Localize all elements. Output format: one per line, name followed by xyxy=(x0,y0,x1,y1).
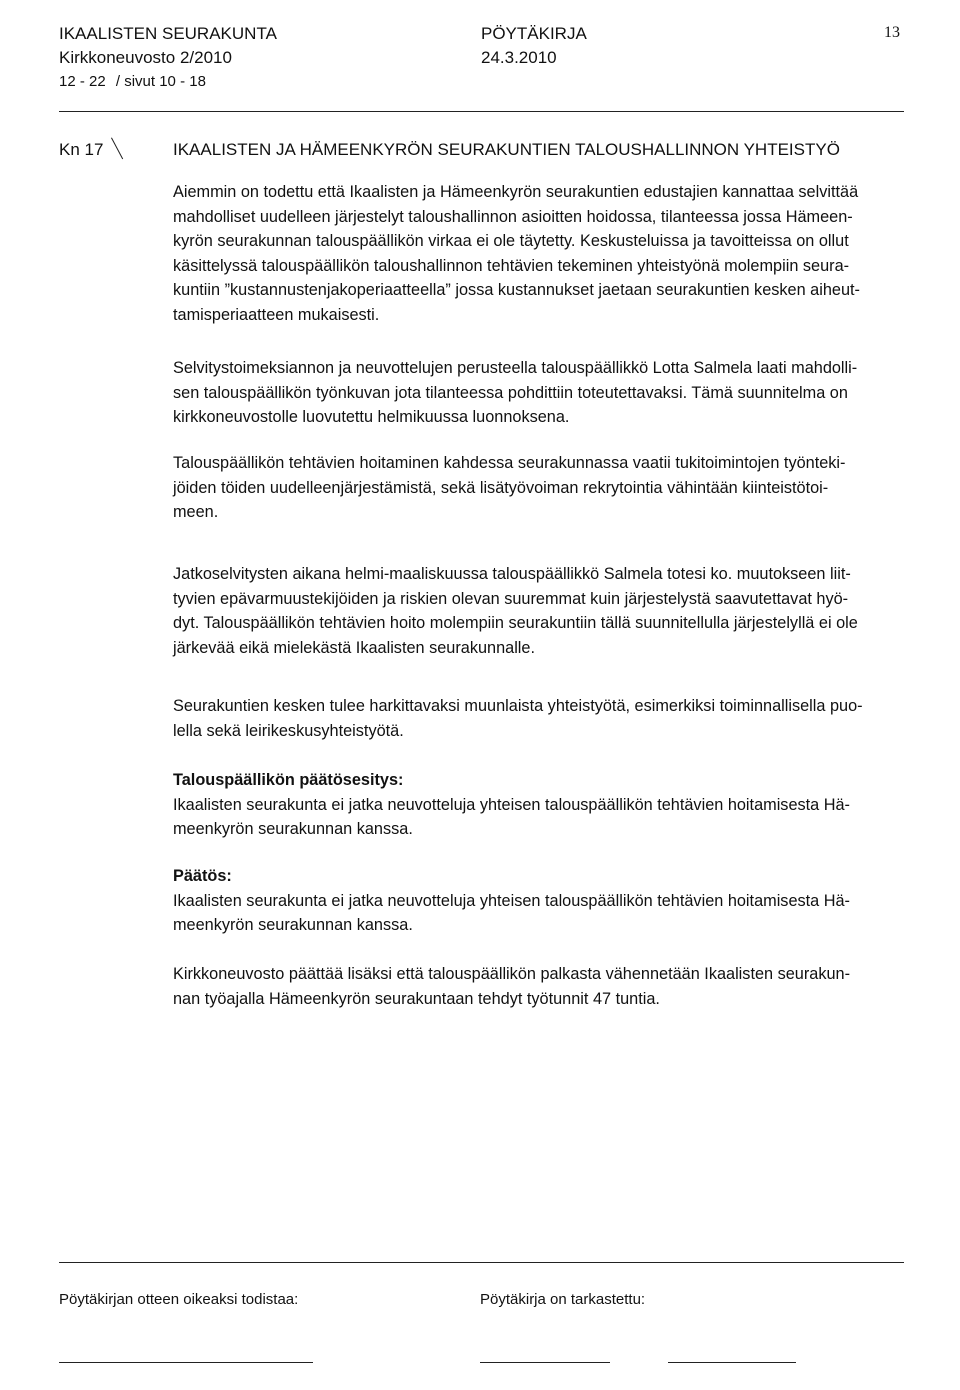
checked-label: Pöytäkirja on tarkastettu: xyxy=(480,1291,646,1308)
org-name: IKAALISTEN SEURAKUNTA xyxy=(59,24,277,43)
paragraph-5 xyxy=(173,694,898,743)
footer-rule xyxy=(59,1262,904,1263)
proposal-line: meenkyrön seurakunnan kanssa. xyxy=(173,820,413,839)
paragraph-line: Aiemmin on todettu että Ikaalisten ja Hämeenkyrön seurakuntien edustajien kannattaa selvittää xyxy=(173,183,859,201)
paragraph-2 xyxy=(173,356,898,430)
paragraph-line: kyrön seurakunnan talouspäällikön virkaa ei ole täytetty. Keskusteluissa ja tavoitteissa on ollut xyxy=(173,232,849,251)
page-number: 13 xyxy=(884,24,900,41)
paragraph-line: sen talouspäällikön työnkuvan jota tilanteessa pohdittiin toteutettavaksi. Tämä suunnitelma on xyxy=(173,383,848,402)
signature-line-checker-1 xyxy=(480,1362,610,1363)
paragraph-line: kuntiin ”kustannustenjakoperiaatteella” jossa kustannukset jaetaan seurakuntien kesken aiheut- xyxy=(173,281,860,300)
decision-line: meenkyrön seurakunnan kanssa. xyxy=(173,916,413,935)
meeting-date: 24.3.2010 xyxy=(481,48,557,67)
closing-paragraph xyxy=(173,962,898,1011)
decision-heading: Päätös: xyxy=(173,867,232,885)
doc-type: PÖYTÄKIRJA xyxy=(481,24,587,43)
section-title: IKAALISTEN JA HÄMEENKYRÖN SEURAKUNTIEN TALOUSHALLINNON YHTEISTYÖ xyxy=(173,140,840,159)
section-mark xyxy=(111,138,123,160)
signature-line-certifier xyxy=(59,1362,313,1363)
paragraph-line: Selvitystoimeksiannon ja neuvottelujen perusteella talouspäällikkö Lotta Salmela laati mahdolli- xyxy=(173,359,858,377)
paragraph-line: jöiden töiden uudelleenjärjestämistä, sekä lisätyövoiman rekrytointia vähintään kiinteistötoi- xyxy=(173,478,829,497)
paragraph-line: Jatkoselvitysten aikana helmi-maaliskuussa talouspäällikkö Salmela totesi ko. muutokseen liit- xyxy=(173,565,851,583)
paragraph-3 xyxy=(173,451,898,525)
paragraph-line: dyt. Talouspäällikön tehtävien hoito molempiin seurakuntiin tällä suunnitellulla järjestelyllä ei ole xyxy=(173,614,858,633)
paragraph-line: tamisperiaatteen mukaisesti. xyxy=(173,305,380,324)
section-number: Kn 17 xyxy=(59,140,104,159)
meeting-body: Kirkkoneuvosto 2/2010 xyxy=(59,48,232,67)
paragraph-1 xyxy=(173,180,898,328)
signature-line-checker-2 xyxy=(668,1362,796,1363)
paragraph-line: Seurakuntien kesken tulee harkittavaksi muunlaista yhteistyötä, esimerkiksi toiminnallisella puo- xyxy=(173,697,863,715)
paragraph-4 xyxy=(173,562,898,660)
paragraph-line: kirkkoneuvostolle luovutettu helmikuussa luonnoksena. xyxy=(173,408,570,427)
proposal-block xyxy=(173,768,898,842)
pages-range-text: / sivut 10 - 18 xyxy=(115,73,206,90)
paragraph-line: järkevää eikä mielekästä Ikaalisten seurakunnalle. xyxy=(173,638,536,657)
section-range xyxy=(59,72,206,92)
header-rule xyxy=(59,111,904,112)
paragraph-line: meen. xyxy=(173,503,219,522)
proposal-line: Ikaalisten seurakunta ei jatka neuvotteluja yhteisen talouspäällikön tehtävien hoitamisesta Hä- xyxy=(173,795,850,814)
closing-line: Kirkkoneuvosto päättää lisäksi että talouspäällikön palkasta vähennetään Ikaalisten seurakun- xyxy=(173,965,850,983)
paragraph-line: Talouspäällikön tehtävien hoitaminen kahdessa seurakunnassa vaatii tukitoimintojen työnteki- xyxy=(173,454,846,472)
paragraph-line: käsittelyssä talouspäällikön taloushallinnon tehtävien tekeminen yhteistyönä molempiin seura- xyxy=(173,256,850,275)
decision-line: Ikaalisten seurakunta ei jatka neuvotteluja yhteisen talouspäällikön tehtävien hoitamisesta Hä- xyxy=(173,891,850,910)
certified-label: Pöytäkirjan otteen oikeaksi todistaa: xyxy=(59,1291,299,1308)
section-range-text: 12 - 22 xyxy=(59,73,106,90)
paragraph-line: lella sekä leirikeskusyhteistyötä. xyxy=(173,721,404,740)
paragraph-line: tyvien epävarmuustekijöiden ja riskien olevan suuremmat kuin järjestelystä saavutettavat hyö- xyxy=(173,589,849,608)
closing-line: nan työajalla Hämeenkyrön seurakuntaan tehdyt työtunnit 47 tuntia. xyxy=(173,989,660,1008)
decision-block xyxy=(173,864,898,938)
proposal-heading: Talouspäällikön päätösesitys: xyxy=(173,771,404,789)
paragraph-line: mahdolliset uudelleen järjestelyt taloushallinnon asioitten hoidossa, tilanteessa jossa Hämeen- xyxy=(173,207,853,226)
